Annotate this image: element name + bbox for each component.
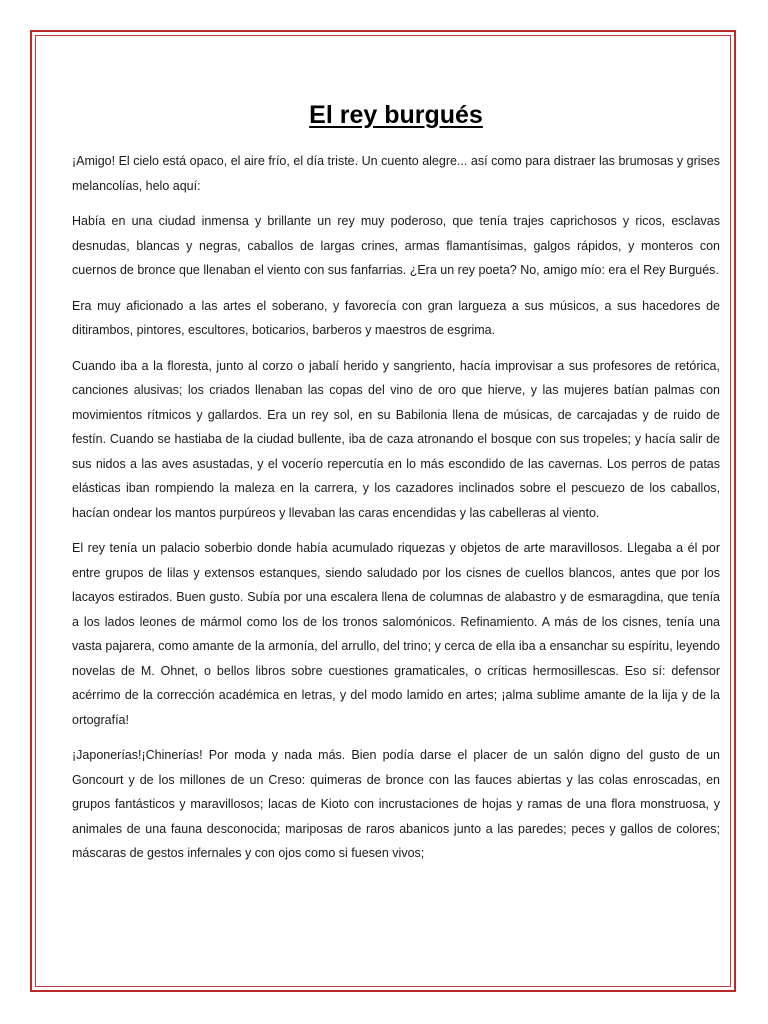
paragraph: Había en una ciudad inmensa y brillante un rey muy poderoso, que tenía trajes caprichosos y ricos, esclavas desnudas, blancas y negras, caballos de largas crines, armas flamantísimas, galgos rápidos, y monteros con cuernos de bronce que llenaban el viento con sus fanfarrias. ¿Era un rey poeta? No, amigo mío: era el Rey Burgués. (72, 214, 720, 277)
document-title: El rey burgués (309, 101, 483, 129)
paragraph: ¡Japonerías!¡Chinerías! Por moda y nada más. Bien podía darse el placer de un salón digno del gusto de un Goncourt y de los millones de un Creso: quimeras de bronce con las fauces abiertas y las colas enroscadas, en grupos fantásticos y maravillosos; lacas de Kioto con incrustaciones de hojas y ramas de una flora monstruosa, y animales de una fauna desconocida; mariposas de raros abanicos junto a las paredes; peces y gallos de colores; máscaras de gestos infernales y con ojos como si fuesen vivos; (72, 748, 720, 860)
paragraph: Cuando iba a la floresta, junto al corzo o jabalí herido y sangriento, hacía improvisar a sus profesores de retórica, canciones alusivas; los criados llenaban las copas del vino de oro que hierve, y las mujeres batían palmas con movimientos rítmicos y gallardos. Era un rey sol, en su Babilonia llena de músicas, de carcajadas y de ruido de festín. Cuando se hastiaba de la ciudad bullente, iba de caza atronando el bosque con sus tropeles; y hacía salir de sus nidos a las aves asustadas, y el vocerío repercutía en lo más escondido de las cavernas. Los perros de patas elásticas iban rompiendo la maleza en la carrera, y los cazadores inclinados sobre el pescuezo de los caballos, hacían ondear los mantos purpúreos y llevaban las caras encendidas y las cabelleras al viento. (72, 358, 720, 520)
paragraph: ¡Amigo! El cielo está opaco, el aire frío, el día triste. Un cuento alegre... así como para distraer las brumosas y grises melancolías, helo aquí: (72, 154, 720, 193)
paragraph: El rey tenía un palacio soberbio donde había acumulado riquezas y objetos de arte maravillosos. Llegaba a él por entre grupos de lilas y extensos estanques, siendo saludado por los cisnes de cuellos blancos, antes que por los lacayos estirados. Buen gusto. Subía por una escalera llena de columnas de alabastro y de esmaragdina, que tenía a los lados leones de mármol como los de los tronos salomónicos. Refinamiento. A más de los cisnes, tenía una vasta pajarera, como amante de la armonía, del arrullo, del trino; y cerca de ella iba a ensanchar su espíritu, leyendo novelas de M. Ohnet, o bellos libros sobre cuestiones gramaticales, o críticas hermosillescas. Eso sí: defensor acérrimo de la corrección académica en letras, y del modo lamido en artes; ¡alma sublime amante de la lija y de la ortografía! (72, 541, 720, 727)
paragraph: Era muy aficionado a las artes el soberano, y favorecía con gran largueza a sus músicos, a sus hacedores de ditirambos, pintores, escultores, boticarios, barberos y maestros de esgrima. (72, 298, 720, 337)
document-body (72, 95, 720, 965)
